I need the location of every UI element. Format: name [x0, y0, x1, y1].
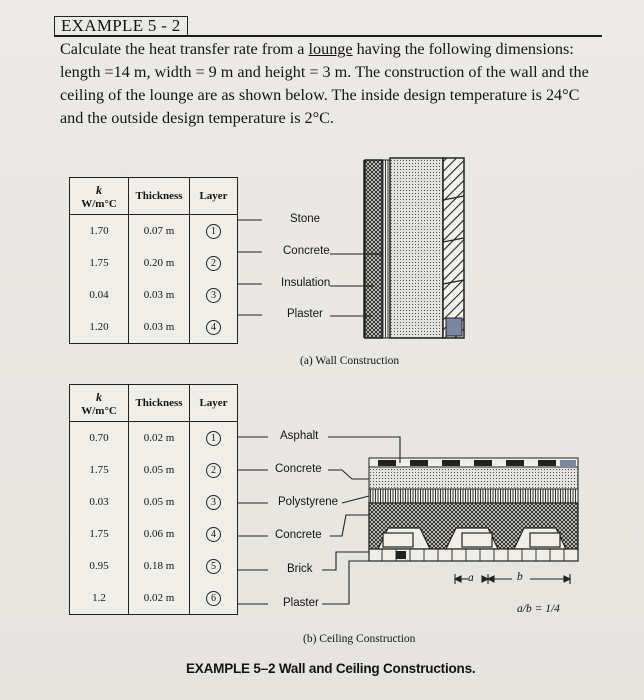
- wall-k-cell: 0.04: [70, 279, 129, 311]
- ceiling-k-cell: 1.2: [70, 582, 129, 615]
- layer-number-badge: 3: [206, 495, 221, 510]
- ceiling-thickness-cell: 0.05 m: [129, 454, 190, 486]
- ceiling-thickness-header: Thickness: [129, 385, 190, 422]
- ceiling-k-cell: 0.70: [70, 422, 129, 455]
- ceiling-section-drawing: [369, 458, 578, 561]
- problem-keyword: lounge: [308, 40, 353, 58]
- problem-text-2: having the following dimensions: length =14 m, width = 9 m and height = 3 m. The construction of the wall and the ceiling of the lounge are as shown below. The inside design temperature is 24°C and the outside design temperature is 2°C.: [60, 40, 589, 127]
- k-unit: W/m°C: [81, 197, 117, 210]
- wall-k-cell: 1.70: [70, 215, 129, 248]
- ceiling-label-concrete-2: Concrete: [275, 529, 322, 541]
- figure-caption: EXAMPLE 5–2 Wall and Ceiling Constructions.: [186, 661, 476, 676]
- layer-number-badge: 3: [206, 288, 221, 303]
- ceiling-k-cell: 0.03: [70, 486, 129, 518]
- wall-thickness-cell: 0.03 m: [129, 279, 190, 311]
- ceiling-thickness-cell: 0.06 m: [129, 518, 190, 550]
- layer-number-badge: 5: [206, 559, 221, 574]
- ceiling-thickness-cell: 0.02 m: [129, 422, 190, 455]
- wall-thickness-cell: 0.20 m: [129, 247, 190, 279]
- k-unit: W/m°C: [81, 404, 117, 417]
- ceiling-label-concrete: Concrete: [275, 463, 322, 475]
- ceiling-thickness-cell: 0.18 m: [129, 550, 190, 582]
- k-symbol: k: [96, 182, 102, 197]
- ceiling-label-brick: Brick: [287, 563, 313, 575]
- ceiling-thickness-cell: 0.05 m: [129, 486, 190, 518]
- wall-label-plaster: Plaster: [287, 308, 323, 320]
- layer-number-badge: 2: [206, 463, 221, 478]
- ceiling-k-cell: 1.75: [70, 454, 129, 486]
- ceiling-label-asphalt: Asphalt: [280, 430, 319, 442]
- layer-number-badge: 1: [206, 224, 221, 239]
- wall-label-stone: Stone: [290, 213, 321, 225]
- layer-number-badge: 2: [206, 256, 221, 271]
- wall-leader-lines: [237, 220, 382, 316]
- dim-b-label: b: [517, 571, 523, 583]
- ceiling-label-polystyrene: Polystyrene: [278, 496, 339, 508]
- ceiling-thickness-cell: 0.02 m: [129, 582, 190, 615]
- wall-thickness-header: Thickness: [129, 178, 190, 215]
- layer-number-badge: 4: [206, 527, 221, 542]
- problem-text-1: Calculate the heat transfer rate from a: [60, 40, 309, 58]
- dim-a-label: a: [468, 572, 474, 584]
- wall-label-concrete: Concrete: [283, 245, 330, 257]
- k-symbol: k: [96, 389, 102, 404]
- ratio-label: a/b = 1/4: [517, 603, 560, 615]
- example-title: EXAMPLE 5 - 2: [54, 16, 188, 36]
- wall-thickness-cell: 0.07 m: [129, 215, 190, 248]
- ceiling-k-cell: 1.75: [70, 518, 129, 550]
- layer-number-badge: 6: [206, 591, 221, 606]
- wall-thickness-cell: 0.03 m: [129, 311, 190, 344]
- ceiling-label-plaster: Plaster: [283, 597, 319, 609]
- wall-caption: (a) Wall Construction: [300, 355, 400, 367]
- wall-layer-header: Layer: [190, 178, 238, 215]
- ceiling-caption: (b) Ceiling Construction: [303, 633, 416, 645]
- wall-section-drawing: [364, 158, 464, 338]
- wall-label-insulation: Insulation: [281, 277, 331, 289]
- ceiling-layer-header: Layer: [190, 385, 238, 422]
- wall-k-cell: 1.75: [70, 247, 129, 279]
- layer-number-badge: 4: [206, 320, 221, 335]
- layer-number-badge: 1: [206, 431, 221, 446]
- ceiling-k-cell: 0.95: [70, 550, 129, 582]
- wall-k-cell: 1.20: [70, 311, 129, 344]
